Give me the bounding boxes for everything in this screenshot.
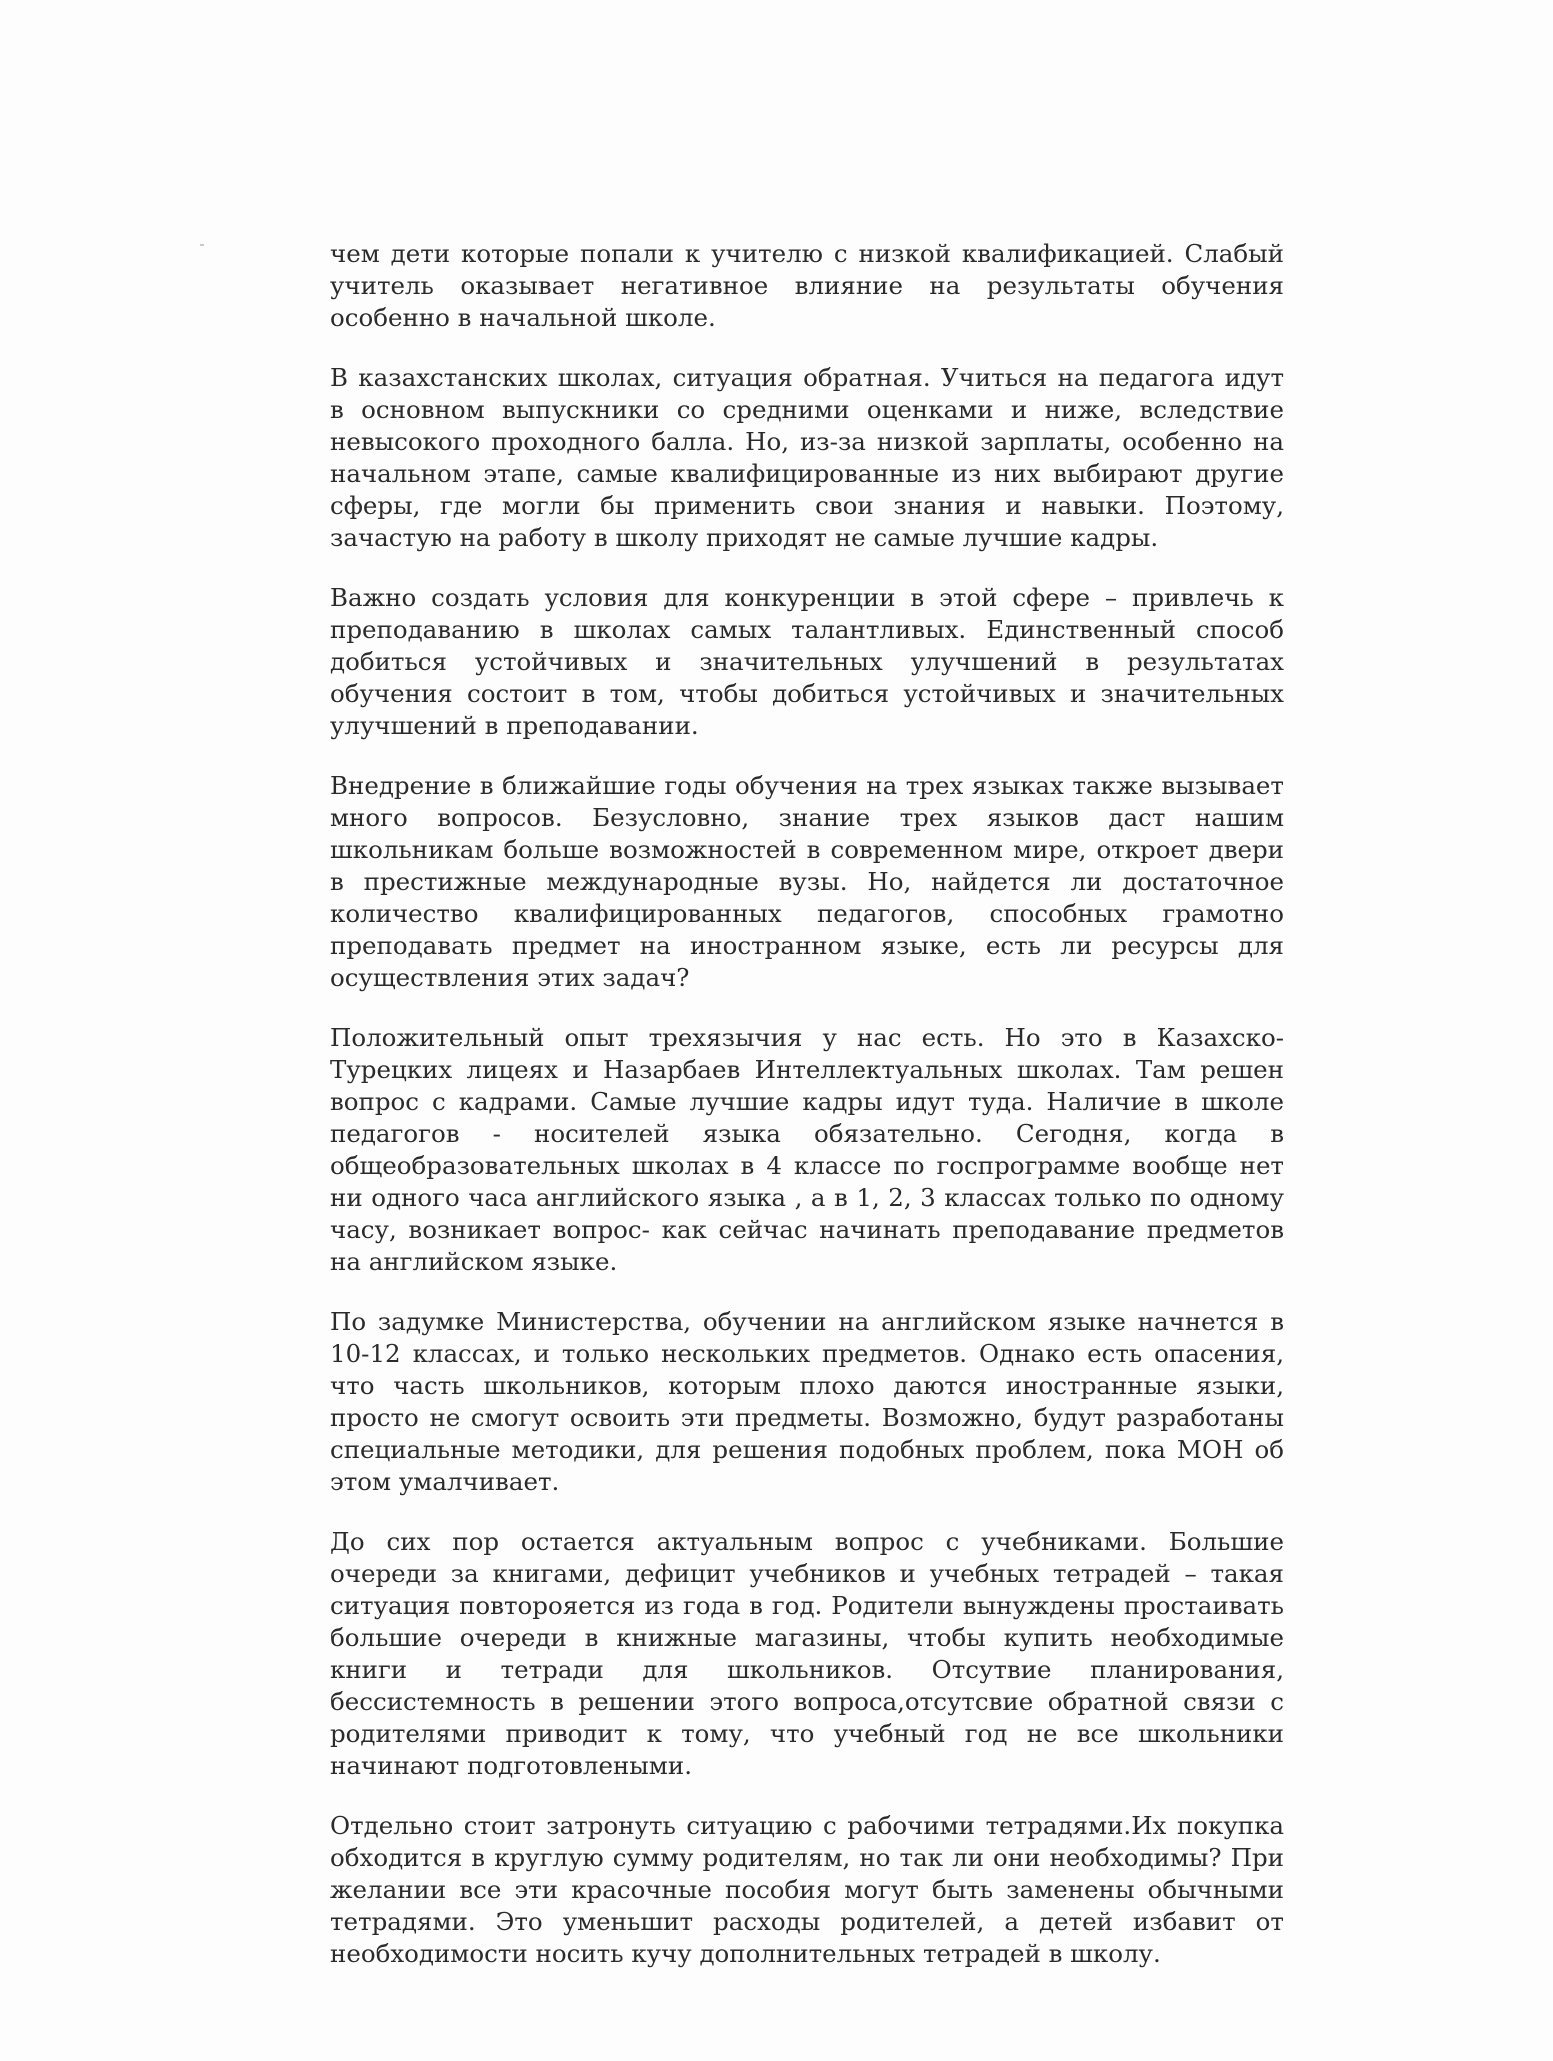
scan-speck: [200, 244, 204, 246]
paragraph-7: До сих пор остается актуальным вопрос с учебниками. Большие очереди за книгами, дефицит учебников и учебных тетрадей – такая ситуация повторояется из года в год. Родители вынуждены простаивать большие очереди в книжные магазины, чтобы купить необходимые книги и тетради для школьников. Отсутвие планирования, бессистемность в решении этого вопроса,отсутсвие обратной связи с родителями приводит к тому, что учебный год не все школьники начинают подготовлеными.: [330, 1527, 1284, 1780]
paragraph-3: Важно создать условия для конкуренции в этой сфере – привлечь к преподаванию в школах самых талантливых. Единственный способ добиться устойчивых и значительных улучшений в результатах обучения состоит в том, чтобы добиться устойчивых и значительных улучшений в преподавании.: [330, 583, 1284, 740]
document-body: [330, 238, 1284, 1998]
paragraph-6: По задумке Министерства, обучении на английском языке начнется в 10-12 классах, и только нескольких предметов. Однако есть опасения, что часть школьников, которым плохо даются иностранные языки, просто не смогут освоить эти предметы. Возможно, будут разработаны специальные методики, для решения подобных проблем, пока МОН об этом умалчивает.: [330, 1307, 1284, 1496]
paragraph-4: Внедрение в ближайшие годы обучения на трех языках также вызывает много вопросов. Безусловно, знание трех языков даст нашим школьникам больше возможностей в современном мире, откроет двери в престижные международные вузы. Но, найдется ли достаточное количество квалифицированных педагогов, способных грамотно преподавать предмет на иностранном языке, есть ли ресурсы для осуществления этих задач?: [330, 771, 1284, 992]
paragraph-8: Отдельно стоит затронуть ситуацию с рабочими тетрадями.Их покупка обходится в круглую сумму родителям, но так ли они необходимы? При желании все эти красочные пособия могут быть заменены обычными тетрадями. Это уменьшит расходы родителей, а детей избавит от необходимости носить кучу дополнительных тетрадей в школу.: [330, 1811, 1284, 1968]
paragraph-5: Положительный опыт трехязычия у нас есть. Но это в Казахско-Турецких лицеях и Назарбаев Интеллектуальных школах. Там решен вопрос с кадрами. Самые лучшие кадры идут туда. Наличие в школе педагогов - носителей языка обязательно. Сегодня, когда в общеобразовательных школах в 4 классе по госпрограмме вообще нет ни одного часа английского языка , а в 1, 2, 3 классах только по одному часу, возникает вопрос- как сейчас начинать преподавание предметов на английском языке.: [330, 1023, 1284, 1276]
paragraph-1: чем дети которые попали к учителю с низкой квалификацией. Слабый учитель оказывает негативное влияние на результаты обучения особенно в начальной школе.: [330, 239, 1284, 332]
paragraph-2: В казахстанских школах, ситуация обратная. Учиться на педагога идут в основном выпускники со средними оценками и ниже, вследствие невысокого проходного балла. Но, из-за низкой зарплаты, особенно на начальном этапе, самые квалифицированные из них выбирают другие сферы, где могли бы применить свои знания и навыки. Поэтому, зачастую на работу в школу приходят не самые лучшие кадры.: [330, 363, 1284, 552]
